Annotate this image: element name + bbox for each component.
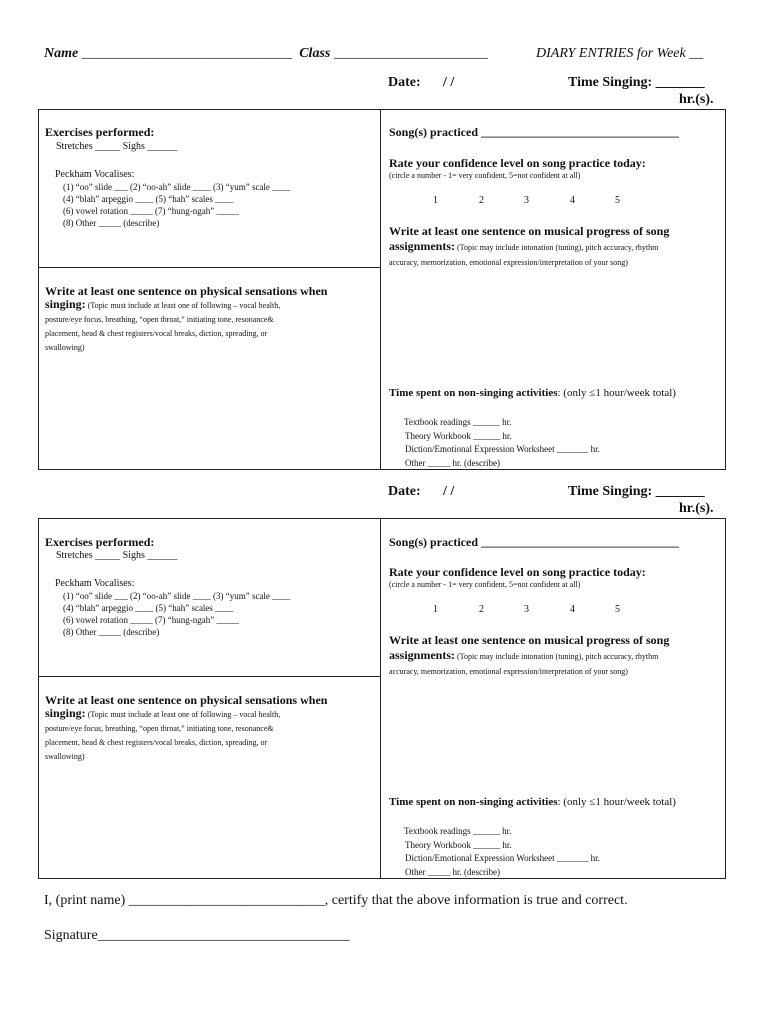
rating-3[interactable]: 3 — [524, 604, 529, 615]
progress-bold: assignments: — [389, 648, 456, 662]
name-label: Name — [44, 46, 79, 61]
rating-2[interactable]: 2 — [479, 604, 484, 615]
textbook-field[interactable]: Textbook readings ______ hr. — [404, 417, 512, 427]
progress-note: accuracy, memorization, emotional expression/interpretation of your song) — [389, 667, 628, 676]
physical-note: (Topic must include at least one of following – vocal health, — [85, 710, 281, 719]
progress-bold: assignments: — [389, 239, 456, 253]
physical-note: placement, head & chest registers/vocal breaks, diction, spreading, or — [45, 738, 268, 747]
physical-note: swallowing) — [45, 752, 85, 761]
physical-note: (Topic must include at least one of following – vocal health, — [85, 301, 281, 310]
textbook-field[interactable]: Textbook readings ______ hr. — [404, 826, 512, 836]
exercises-heading: Exercises performed: — [45, 125, 155, 139]
physical-instructions — [45, 298, 375, 354]
nonsinging-heading: Time spent on non-singing activities: (only ≤1 hour/week total) — [389, 796, 676, 808]
vocalise-line[interactable]: (6) vowel rotation _____ (7) “hung-ngah” _____ — [63, 615, 239, 625]
rate-note: (circle a number - 1= very confident, 5=not confident at all) — [389, 580, 581, 589]
time-singing-unit: hr.(s). — [679, 501, 714, 516]
progress-heading: Write at least one sentence on musical progress of song — [389, 633, 670, 647]
exercises-heading: Exercises performed: — [45, 535, 155, 549]
peckham-label: Peckham Vocalises: — [55, 169, 135, 180]
physical-note: posture/eye focus, breathing, “open throat,” initiating tone, resonance& — [45, 315, 274, 324]
diction-field[interactable]: Diction/Emotional Expression Worksheet _______ hr. — [405, 444, 600, 454]
physical-bold: singing: — [45, 706, 86, 720]
vocalise-line[interactable]: (8) Other _____ (describe) — [63, 627, 160, 637]
divider — [380, 109, 381, 470]
rate-heading: Rate your confidence level on song practice today: — [389, 156, 646, 170]
physical-note: placement, head & chest registers/vocal breaks, diction, spreading, or — [45, 329, 268, 338]
rating-5[interactable]: 5 — [615, 604, 620, 615]
vocalise-line[interactable]: (4) “blah” arpeggio ____ (5) “hah” scales ____ — [63, 194, 234, 204]
physical-bold: singing: — [45, 297, 86, 311]
physical-instructions — [45, 707, 375, 763]
divider — [38, 267, 380, 268]
class-field[interactable]: ______________________ — [333, 46, 488, 61]
vocalise-line[interactable]: (1) “oo” slide ___ (2) “oo-ah” slide ____ (3) “yum” scale ____ — [63, 182, 291, 192]
rating-4[interactable]: 4 — [570, 195, 575, 206]
rating-4[interactable]: 4 — [570, 604, 575, 615]
class-label: Class — [299, 46, 331, 61]
header — [44, 46, 488, 62]
rating-3[interactable]: 3 — [524, 195, 529, 206]
date-field[interactable]: / / — [443, 484, 455, 499]
divider — [380, 518, 381, 879]
date-label: Date: — [388, 75, 421, 90]
song-practiced-field[interactable]: Song(s) practiced _________________________________ — [389, 125, 679, 139]
time-singing-unit: hr.(s). — [679, 92, 714, 107]
rating-2[interactable]: 2 — [479, 195, 484, 206]
vocalise-line[interactable]: (4) “blah” arpeggio ____ (5) “hah” scales ____ — [63, 603, 234, 613]
certification-statement[interactable]: I, (print name) ____________________________, certify that the above information is true and correct. — [44, 893, 628, 908]
date-label: Date: — [388, 484, 421, 499]
theory-field[interactable]: Theory Workbook ______ hr. — [405, 431, 512, 441]
date-field[interactable]: / / — [443, 75, 455, 90]
stretches-sighs-field[interactable]: Stretches _____ Sighs ______ — [56, 141, 178, 152]
progress-instructions — [389, 648, 723, 678]
other-field[interactable]: Other _____ hr. (describe) — [405, 867, 500, 877]
other-field[interactable]: Other _____ hr. (describe) — [405, 458, 500, 468]
divider — [38, 676, 380, 677]
signature-field[interactable]: Signature____________________________________ — [44, 928, 350, 943]
page-title: DIARY ENTRIES for Week __ — [536, 46, 704, 61]
vocalise-line[interactable]: (1) “oo” slide ___ (2) “oo-ah” slide ____ (3) “yum” scale ____ — [63, 591, 291, 601]
time-singing-field[interactable]: Time Singing: _______ — [568, 75, 705, 90]
progress-heading: Write at least one sentence on musical progress of song — [389, 224, 670, 238]
vocalise-line[interactable]: (6) vowel rotation _____ (7) “hung-ngah” _____ — [63, 206, 239, 216]
song-practiced-field[interactable]: Song(s) practiced _________________________________ — [389, 535, 679, 549]
progress-note: accuracy, memorization, emotional expression/interpretation of your song) — [389, 258, 628, 267]
rate-heading: Rate your confidence level on song practice today: — [389, 565, 646, 579]
physical-heading: Write at least one sentence on physical sensations when — [45, 693, 328, 707]
name-field[interactable]: ______________________________ — [81, 46, 292, 61]
stretches-sighs-field[interactable]: Stretches _____ Sighs ______ — [56, 550, 178, 561]
progress-instructions — [389, 239, 723, 269]
progress-note: (Topic may include intonation (tuning), pitch accuracy, rhythm — [455, 652, 659, 661]
rate-note: (circle a number - 1= very confident, 5=not confident at all) — [389, 171, 581, 180]
physical-note: swallowing) — [45, 343, 85, 352]
diction-field[interactable]: Diction/Emotional Expression Worksheet _______ hr. — [405, 853, 600, 863]
rating-5[interactable]: 5 — [615, 195, 620, 206]
rating-1[interactable]: 1 — [433, 195, 438, 206]
rating-1[interactable]: 1 — [433, 604, 438, 615]
physical-heading: Write at least one sentence on physical sensations when — [45, 284, 328, 298]
vocalise-line[interactable]: (8) Other _____ (describe) — [63, 218, 160, 228]
nonsinging-heading: Time spent on non-singing activities: (only ≤1 hour/week total) — [389, 387, 676, 399]
theory-field[interactable]: Theory Workbook ______ hr. — [405, 840, 512, 850]
physical-note: posture/eye focus, breathing, “open throat,” initiating tone, resonance& — [45, 724, 274, 733]
peckham-label: Peckham Vocalises: — [55, 578, 135, 589]
progress-note: (Topic may include intonation (tuning), pitch accuracy, rhythm — [455, 243, 659, 252]
time-singing-field[interactable]: Time Singing: _______ — [568, 484, 705, 499]
